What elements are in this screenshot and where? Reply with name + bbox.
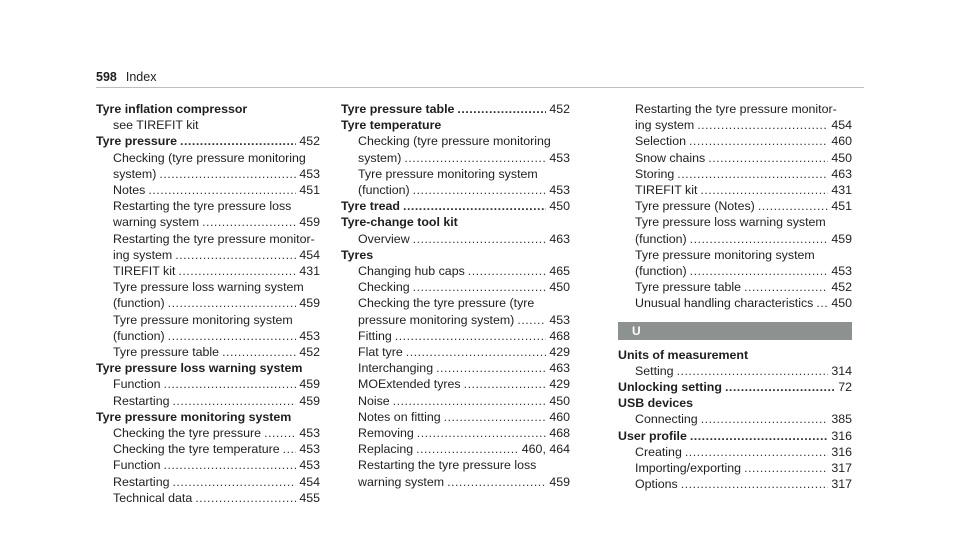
page-reference[interactable]: 431 <box>299 264 320 279</box>
index-entry <box>618 214 852 230</box>
entry-label: system) <box>113 166 157 181</box>
dot-leader <box>172 474 296 490</box>
page-reference[interactable]: 450 <box>831 296 852 311</box>
dot-leader <box>681 476 829 492</box>
index-entry <box>618 295 852 311</box>
page-reference[interactable]: 465 <box>549 264 570 279</box>
page-reference[interactable]: 452 <box>549 102 570 116</box>
entry-label: system) <box>358 150 402 165</box>
entry-label: ing system <box>113 247 173 262</box>
entry-label: User profile <box>618 428 687 443</box>
entry-label: Tyre pressure (Notes) <box>635 199 755 214</box>
page-reference[interactable]: 459 <box>549 474 570 489</box>
index-entry <box>96 182 320 198</box>
dot-leader <box>725 379 835 395</box>
dot-leader <box>744 460 828 476</box>
dot-leader <box>690 263 829 279</box>
index-entry <box>341 279 570 295</box>
index-heading <box>341 247 570 263</box>
index-entry <box>96 425 320 441</box>
page-reference[interactable]: 317 <box>831 461 852 476</box>
page-reference[interactable]: 452 <box>831 280 852 295</box>
page-reference[interactable]: 454 <box>299 474 320 489</box>
page-reference[interactable]: 451 <box>299 183 320 198</box>
index-entry <box>96 247 320 263</box>
index-entry <box>96 263 320 279</box>
index-heading <box>618 395 852 411</box>
dot-leader <box>413 231 547 247</box>
page-reference[interactable]: 453 <box>299 442 320 457</box>
page-reference[interactable]: 316 <box>831 428 852 443</box>
dot-leader <box>413 182 547 198</box>
dot-leader <box>701 411 829 427</box>
entry-label: MOExtended tyres <box>358 377 461 392</box>
entry-label: warning system <box>113 215 200 230</box>
entry-label: Unlocking setting <box>618 380 722 395</box>
index-entry <box>341 312 570 328</box>
entry-label: see TIREFIT kit <box>113 118 199 133</box>
index-entry <box>341 409 570 425</box>
entry-label: Restarting <box>113 393 170 408</box>
entry-label: TIREFIT kit <box>635 183 698 198</box>
index-column-1 <box>96 101 320 506</box>
page-reference[interactable]: 453 <box>549 150 570 165</box>
dot-leader <box>202 214 296 230</box>
page-reference[interactable]: 429 <box>549 377 570 392</box>
dot-leader <box>395 328 547 344</box>
entry-label: Tyre inflation compressor <box>96 102 248 116</box>
dot-leader <box>468 263 547 279</box>
entry-label: Options <box>635 477 678 492</box>
page-reference[interactable]: 450 <box>549 280 570 295</box>
dot-leader <box>159 166 296 182</box>
dot-leader <box>744 279 828 295</box>
page-number: 598 <box>96 70 117 84</box>
dot-leader <box>404 150 546 166</box>
page-reference[interactable]: 452 <box>299 345 320 360</box>
page-reference[interactable]: 460, 464 <box>521 442 570 457</box>
index-entry <box>96 117 320 133</box>
index-heading <box>341 214 570 230</box>
index-heading <box>618 379 852 395</box>
entry-label: Restarting the tyre pressure monitor- <box>635 102 837 116</box>
index-entry <box>341 182 570 198</box>
entry-label: Noise <box>358 393 390 408</box>
page-reference[interactable]: 463 <box>549 231 570 246</box>
page-reference[interactable]: 317 <box>831 477 852 492</box>
page-reference[interactable]: 459 <box>299 377 320 392</box>
index-entry <box>341 425 570 441</box>
entry-label: Selection <box>635 134 686 149</box>
dot-leader <box>816 295 828 311</box>
index-heading <box>96 133 320 149</box>
entry-label: Tyre pressure monitoring system <box>96 409 292 424</box>
dot-leader <box>457 101 546 117</box>
index-entry <box>96 150 320 166</box>
index-entry <box>618 247 852 263</box>
entry-label: Fitting <box>358 328 392 343</box>
page-reference[interactable]: 385 <box>831 412 852 427</box>
dot-leader <box>406 344 547 360</box>
index-entry <box>341 441 570 457</box>
entry-label: Unusual handling characteristics <box>635 296 814 311</box>
entry-label: Checking the tyre temperature <box>113 442 280 457</box>
page-reference[interactable]: 460 <box>831 134 852 149</box>
entry-label: Tyre pressure table <box>635 280 742 295</box>
entry-label: Tyre pressure loss warning system <box>113 280 304 295</box>
page-reference[interactable]: 459 <box>299 393 320 408</box>
entry-label: Notes on fitting <box>358 409 441 424</box>
page-reference[interactable]: 455 <box>299 490 320 505</box>
index-heading <box>618 428 852 444</box>
dot-leader <box>264 425 296 441</box>
entry-label: Overview <box>358 231 410 246</box>
entry-label: Connecting <box>635 412 698 427</box>
index-entry <box>618 460 852 476</box>
index-entry <box>96 231 320 247</box>
dot-leader <box>700 182 828 198</box>
dot-leader <box>180 133 296 149</box>
entry-label: Checking (tyre pressure monitoring <box>113 150 306 165</box>
index-entry <box>341 263 570 279</box>
index-entry <box>96 490 320 506</box>
dot-leader <box>168 328 297 344</box>
page-reference[interactable]: 454 <box>831 118 852 133</box>
page-reference[interactable]: 460 <box>549 409 570 424</box>
index-entry <box>618 166 852 182</box>
index-entry <box>618 444 852 460</box>
page-reference[interactable]: 451 <box>831 199 852 214</box>
index-entry <box>96 457 320 473</box>
entry-label: USB devices <box>618 396 694 411</box>
index-entry <box>618 198 852 214</box>
dot-leader <box>164 457 297 473</box>
entry-label: Function <box>113 377 161 392</box>
entry-label: Tyre-change tool kit <box>341 215 458 230</box>
index-entry <box>341 295 570 311</box>
entry-label: Tyre pressure loss warning system <box>96 361 303 376</box>
dot-leader <box>685 444 828 460</box>
entry-label: Restarting <box>113 474 170 489</box>
page-reference[interactable]: 452 <box>299 134 320 149</box>
page-reference[interactable]: 468 <box>549 328 570 343</box>
entry-label: Tyre temperature <box>341 118 442 133</box>
entry-label: (function) <box>113 296 165 311</box>
index-entry <box>96 441 320 457</box>
entry-label: pressure monitoring system) <box>358 312 515 327</box>
dot-leader <box>175 247 296 263</box>
entry-label: Interchanging <box>358 361 434 376</box>
dot-leader <box>444 409 547 425</box>
dot-leader <box>164 376 297 392</box>
dot-leader <box>178 263 296 279</box>
dot-leader <box>689 133 828 149</box>
dot-leader <box>677 363 829 379</box>
index-entry <box>618 231 852 247</box>
entry-label: Checking the tyre pressure (tyre <box>358 296 535 311</box>
index-entry <box>96 312 320 328</box>
entry-label: Replacing <box>358 442 414 457</box>
entry-label: Checking the tyre pressure <box>113 426 262 441</box>
page-label: Index <box>125 70 157 84</box>
index-entry <box>618 182 852 198</box>
index-heading <box>96 101 320 117</box>
page-reference[interactable]: 453 <box>831 264 852 279</box>
entry-label: Units of measurement <box>618 347 749 362</box>
entry-label: warning system <box>358 474 445 489</box>
index-entry <box>341 393 570 409</box>
page-reference[interactable]: 468 <box>549 426 570 441</box>
index-entry <box>341 150 570 166</box>
entry-label: (function) <box>358 183 410 198</box>
dot-leader <box>172 393 296 409</box>
header-divider <box>96 87 864 88</box>
page-reference[interactable]: 453 <box>299 426 320 441</box>
page-reference[interactable]: 316 <box>831 444 852 459</box>
page-reference[interactable]: 429 <box>549 345 570 360</box>
entry-label: Notes <box>113 183 146 198</box>
dot-leader <box>436 360 546 376</box>
dot-leader <box>283 441 297 457</box>
index-column-3-top <box>618 101 852 312</box>
index-entry <box>618 411 852 427</box>
page-reference[interactable]: 431 <box>831 183 852 198</box>
index-entry <box>618 476 852 492</box>
entry-label: (function) <box>635 231 687 246</box>
index-entry <box>96 376 320 392</box>
page-reference[interactable]: 314 <box>831 363 852 378</box>
entry-label: Tyre pressure loss warning system <box>635 215 826 230</box>
entry-label: Tyre pressure monitoring system <box>358 166 538 181</box>
entry-label: (function) <box>635 264 687 279</box>
index-entry <box>96 198 320 214</box>
index-heading <box>618 347 852 363</box>
dot-leader <box>168 295 297 311</box>
index-entry <box>96 393 320 409</box>
index-entry <box>341 360 570 376</box>
dot-leader <box>403 198 546 214</box>
index-entry <box>341 166 570 182</box>
index-entry <box>96 295 320 311</box>
index-entry <box>341 344 570 360</box>
index-entry <box>341 457 570 473</box>
page-reference[interactable]: 459 <box>299 215 320 230</box>
index-entry <box>96 214 320 230</box>
index-heading <box>96 409 320 425</box>
page-reference[interactable]: 463 <box>549 361 570 376</box>
index-entry <box>341 474 570 490</box>
index-entry <box>618 133 852 149</box>
page-reference[interactable]: 463 <box>831 166 852 181</box>
index-entry <box>96 474 320 490</box>
index-entry <box>96 166 320 182</box>
section-letter: U <box>632 323 641 338</box>
index-entry <box>341 328 570 344</box>
index-entry <box>618 117 852 133</box>
entry-label: Tyre pressure monitoring system <box>635 247 815 262</box>
page-reference[interactable]: 450 <box>549 393 570 408</box>
page-header <box>96 70 156 84</box>
page-reference[interactable]: 454 <box>299 247 320 262</box>
section-letter-bar <box>618 322 852 340</box>
entry-label: Changing hub caps <box>358 264 465 279</box>
entry-label: (function) <box>113 328 165 343</box>
index-heading <box>341 117 570 133</box>
entry-label: ing system <box>635 118 695 133</box>
index-entry <box>341 231 570 247</box>
entry-label: Creating <box>635 444 682 459</box>
page-reference[interactable]: 450 <box>831 150 852 165</box>
dot-leader <box>222 344 296 360</box>
index-entry <box>341 376 570 392</box>
index-heading <box>341 198 570 214</box>
entry-label: Tyre tread <box>341 199 400 214</box>
dot-leader <box>417 425 547 441</box>
index-entry <box>618 263 852 279</box>
dot-leader <box>416 441 519 457</box>
index-entry <box>96 344 320 360</box>
page-reference[interactable]: 459 <box>299 296 320 311</box>
entry-label: Restarting the tyre pressure loss <box>358 458 537 473</box>
entry-label: Tyre pressure table <box>113 345 220 360</box>
page-reference[interactable]: 453 <box>549 312 570 327</box>
entry-label: Flat tyre <box>358 345 403 360</box>
page-reference[interactable]: 453 <box>549 183 570 198</box>
dot-leader <box>447 474 546 490</box>
entry-label: Restarting the tyre pressure loss <box>113 199 292 214</box>
page-reference[interactable]: 453 <box>299 458 320 473</box>
page-reference[interactable]: 459 <box>831 231 852 246</box>
index-heading <box>96 360 320 376</box>
dot-leader <box>148 182 296 198</box>
dot-leader <box>517 312 546 328</box>
index-entry <box>618 363 852 379</box>
index-entry <box>618 101 852 117</box>
dot-leader <box>708 150 828 166</box>
page-reference[interactable]: 453 <box>299 328 320 343</box>
entry-label: Tyre pressure monitoring system <box>113 312 293 327</box>
index-column-3 <box>618 101 852 492</box>
dot-leader <box>690 428 828 444</box>
entry-label: Function <box>113 458 161 473</box>
entry-label: Storing <box>635 166 675 181</box>
entry-label: Setting <box>635 363 674 378</box>
index-entry <box>96 279 320 295</box>
entry-label: Removing <box>358 426 414 441</box>
entry-label: Checking <box>358 280 410 295</box>
dot-leader <box>195 490 296 506</box>
entry-label: Technical data <box>113 490 193 505</box>
entry-label: Snow chains <box>635 150 706 165</box>
index-entry <box>96 328 320 344</box>
index-column-2 <box>341 101 570 490</box>
entry-label: Tyre pressure <box>96 134 178 149</box>
dot-leader <box>690 231 829 247</box>
entry-label: Checking (tyre pressure monitoring <box>358 134 551 149</box>
dot-leader <box>697 117 828 133</box>
entry-label: TIREFIT kit <box>113 264 176 279</box>
dot-leader <box>393 393 547 409</box>
index-entry <box>341 133 570 149</box>
dot-leader <box>758 198 829 214</box>
index-heading <box>341 101 570 117</box>
entry-label: Tyre pressure table <box>341 102 455 116</box>
page-reference[interactable]: 72 <box>838 380 852 395</box>
dot-leader <box>413 279 547 295</box>
entry-label: Tyres <box>341 247 374 262</box>
entry-label: Restarting the tyre pressure monitor- <box>113 231 315 246</box>
index-entry <box>618 150 852 166</box>
page-reference[interactable]: 450 <box>549 199 570 214</box>
dot-leader <box>677 166 828 182</box>
index-entry <box>618 279 852 295</box>
page-reference[interactable]: 453 <box>299 166 320 181</box>
entry-label: Importing/exporting <box>635 461 742 476</box>
dot-leader <box>464 376 547 392</box>
index-column-3-bottom <box>618 347 852 493</box>
